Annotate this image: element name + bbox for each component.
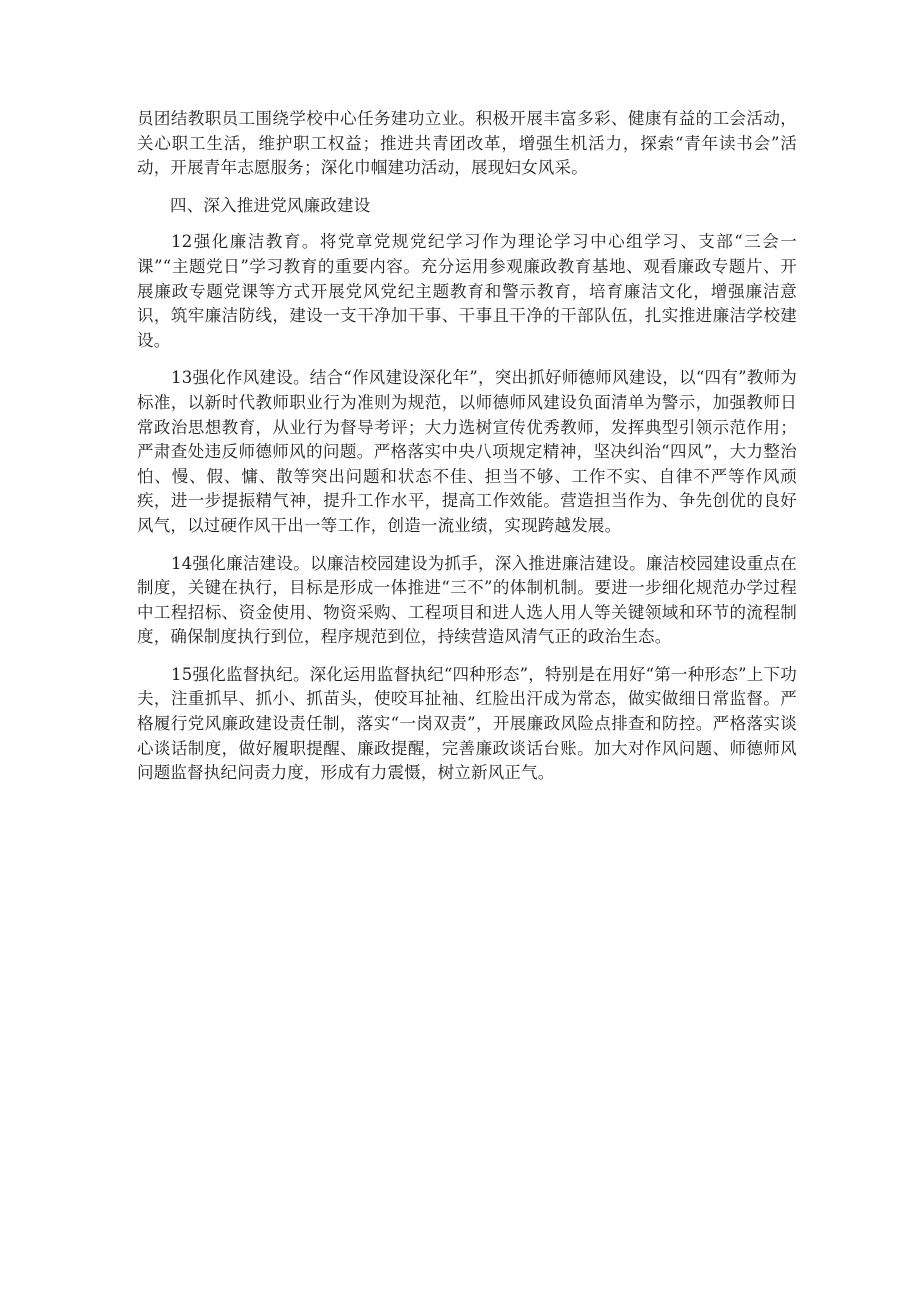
- paragraph-item-13: 13强化作风建设。结合“作风建设深化年”，突出抓好师德师风建设，以“四有”教师为标准，以新时代教师职业行为准则为规范，以师德师风建设负面清单为警示，加强教师日常政治思想教育，从业行为督导考评；大力选树宣传优秀教师，发挥典型引领示范作用；严肃查处违反师德师风的问题。严格落实中央八项规定精神，坚决纠治“四风”，大力整治怕、慢、假、慵、散等突出问题和状态不佳、担当不够、工作不实、自律不严等作风顽疾，进一步提振精气神，提升工作水平，提高工作效能。营造担当作为、争先创优的良好风气，以过硬作风干出一等工作，创造一流业绩，实现跨越发展。: [137, 368, 797, 535]
- paragraph-continuation: 员团结教职员工围绕学校中心任务建功立业。积极开展丰富多彩、健康有益的工会活动，关心职工生活，维护职工权益；推进共青团改革，增强生机活力，探索“青年读书会”活动，开展青年志愿服务；深化巾帼建功活动，展现妇女风采。: [137, 109, 797, 178]
- paragraph-item-14: 14强化廉洁建设。以廉洁校园建设为抓手，深入推进廉洁建设。廉洁校园建设重点在制度，关键在执行，目标是形成一体推进“三不”的体制机制。要进一步细化规范办学过程中工程招标、资金使用、物资采购、工程项目和进人选人用人等关键领域和环节的流程制度，确保制度执行到位，程序规范到位，持续营造风清气正的政治生态。: [137, 553, 797, 647]
- paragraph-item-15: 15强化监督执纪。深化运用监督执纪“四种形态”，特别是在用好“第一种形态”上下功夫，注重抓早、抓小、抓苗头，使咬耳扯袖、红脸出汗成为常态，做实做细日常监督。严格履行党风廉政建设责任制，落实“一岗双责”，开展廉政风险点排查和防控。严格落实谈心谈话制度，做好履职提醒、廉政提醒，完善廉政谈话台账。加大对作风问题、师德师风问题监督执纪问责力度，形成有力震慑，树立新风正气。: [137, 664, 797, 783]
- document-body: [137, 107, 797, 799]
- section-heading-4: 四、深入推进党风廉政建设: [170, 195, 371, 215]
- paragraph-item-12: 12强化廉洁教育。将党章党规党纪学习作为理论学习中心组学习、支部“三会一课”“主题党日”学习教育的重要内容。充分运用参观廉政教育基地、观看廉政专题片、开展廉政专题党课等方式开展党风党纪主题教育和警示教育，培育廉洁文化，增强廉洁意识，筑牢廉洁防线，建设一支干净加干事、干事且干净的干部队伍，扎实推进廉洁学校建设。: [137, 232, 797, 350]
